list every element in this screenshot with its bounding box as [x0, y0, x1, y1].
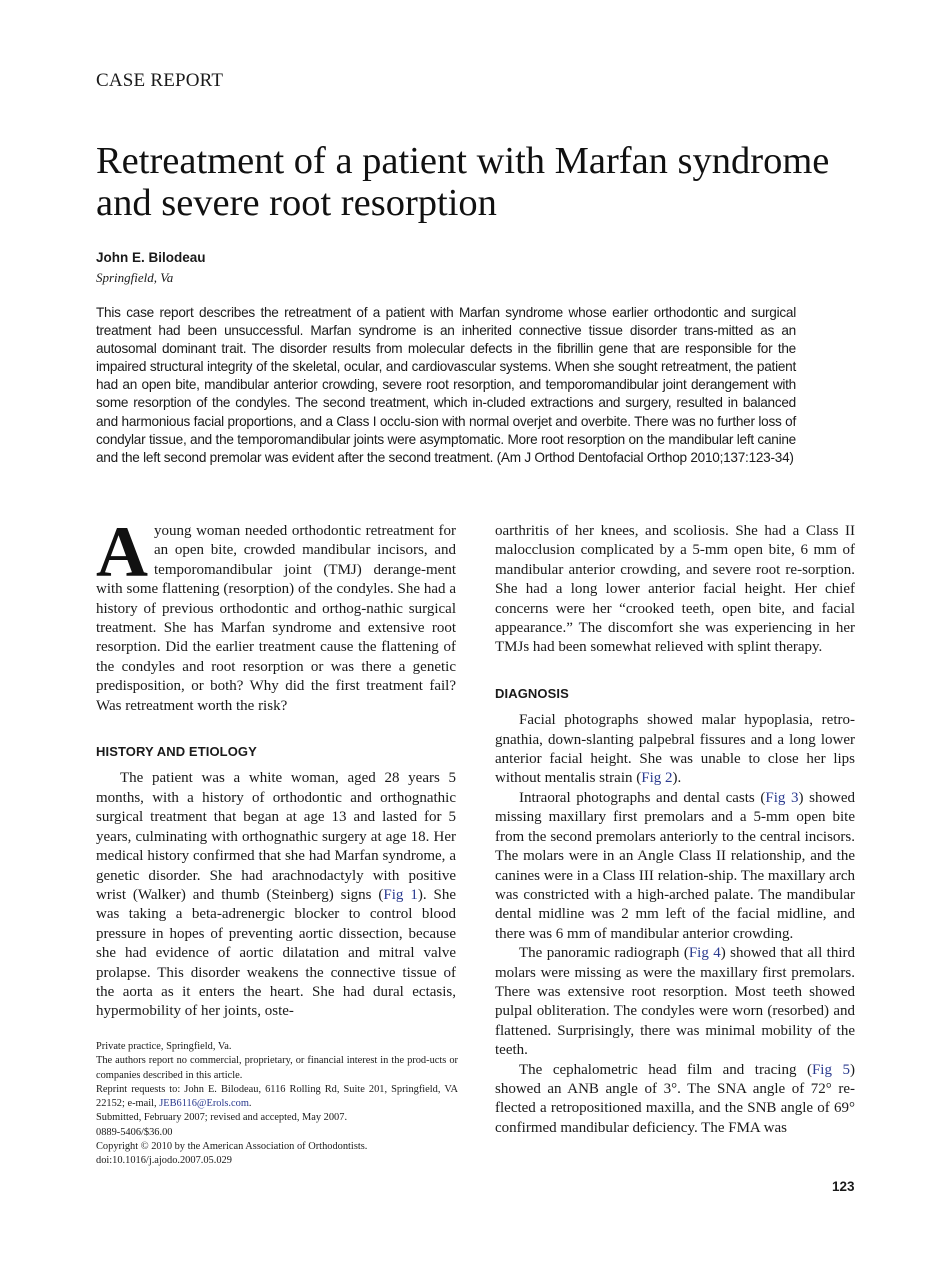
figure-link-fig3[interactable]: Fig 3	[765, 789, 799, 806]
paragraph-text: Facial photographs showed malar hypoplasia, retro-gnathia, down-slanting palpebral fissures and a long lower anterior facial height. She was unable to close her lips without mentalis strain (	[495, 712, 855, 787]
paragraph-text: The cephalometric head film and tracing (	[519, 1061, 812, 1078]
figure-link-fig1[interactable]: Fig 1	[383, 886, 418, 903]
section-heading-diagnosis: DIAGNOSIS	[495, 685, 569, 701]
paragraph-text: ) showed missing maxillary first premolars and a 5-mm open bite from the second premolars anteriorly to the central incisors. The molars were in an Angle Class II relationship, and the canines were in a Class III relation-ship. The maxillary arch was constricted with a high-arched palate. The mandibular dental midline was 2 mm left of the facial midline, and there was 6 mm of mandibular anterior crowding.	[495, 789, 855, 942]
abstract: This case report describes the retreatment of a patient with Marfan syndrome whose earlier orthodontic and surgical treatment had been unsuccessful. Marfan syndrome is an inherited connective tissue disorder trans-mitted as an autosomal dominant trait. The disorder results from molecular defects in the fibrillin gene that are responsible for the impaired structural integrity of the skeletal, ocular, and cardiovascular systems. When she sought retreatment, the patient had an open bite, mandibular anterior crowding, severe root resorption, and temporomandibular joint derangement with some resorption of the condyles. The second treatment, which in-cluded extractions and surgery, resulted in balanced and harmonious facial proportions, and a Class I occlu-sion with normal overjet and overbite. There was no further loss of condylar tissue, and the temporomandibular joints were asymptomatic. More root resorption on the mandibular left canine and the left second premolar was evident after the second treatment. (Am J Orthod Dentofacial Orthop 2010;137:123-34)	[96, 305, 796, 465]
footnote-reprint	[96, 1083, 458, 1112]
figure-link-fig4[interactable]: Fig 4	[688, 945, 721, 962]
drop-cap: A	[96, 512, 148, 592]
email-link[interactable]: JEB6116@Erols.com	[159, 1098, 249, 1110]
author-name: John E. Bilodeau	[96, 250, 206, 265]
paragraph-text: ). She was taking a beta-adrenergic blocker to control blood pressure in hopes of preventing aortic dissection, because she had evidence of aortic dilatation and mitral valve prolapse. This disorder weakens the connective tissue of the aorta as it enters the heart. She had dural ectasis, hypermobility of her joints, oste-	[96, 886, 456, 1020]
reprint-text-end: .	[248, 1098, 252, 1110]
paragraph-text: ) showed an ANB angle of 3°. The SNA angle of 72° re-flected a retropositioned maxilla, and the SNB angle of 69° confirmed mandibular deficiency. The FMA was	[495, 1061, 855, 1136]
footnote-issn: 0889-5406/$36.00	[96, 1126, 173, 1138]
footnote-copyright: Copyright © 2010 by the American Association of Orthodontists.	[96, 1141, 368, 1153]
figure-link-fig5[interactable]: Fig 5	[811, 1061, 850, 1078]
intro-text: young woman needed orthodontic retreatment for an open bite, crowded mandibular incisors, and temporomandibular joint (TMJ) derange-ment with some flattening (resorption) of the condyles. She had a history of previous orthodontic and orthog-nathic surgical treatment. She has Marfan syndrome and extensive root resorption. Did the earlier treatment cause the flattening of the condyles and root resorption or was there a genetic predisposition, or both? Why did the first treatment fail? Was retreatment worth the risk?	[96, 523, 456, 714]
diagnosis-paragraph-4	[495, 1061, 855, 1139]
left-column	[96, 512, 456, 1022]
article-title: Retreatment of a patient with Marfan syndrome and severe root resorption	[96, 140, 830, 224]
footnote-practice: Private practice, Springfield, Va.	[96, 1041, 232, 1052]
reprint-text: Reprint requests to: John E. Bilodeau, 6116 Rolling Rd, Suite 201, Springfield, VA 22152; e-mail,	[96, 1083, 458, 1110]
author-affiliation: Springfield, Va	[96, 270, 174, 285]
diagnosis-paragraph-2	[495, 789, 855, 944]
footnote-submitted: Submitted, February 2007; revised and accepted, May 2007.	[96, 1112, 348, 1124]
article-footnotes	[96, 1040, 458, 1169]
continued-paragraph: oarthritis of her knees, and scoliosis. She had a Class II malocclusion complicated by a 5-mm open bite, 6 mm of mandibular anterior crowding, and severe root re-sorption. She had a long lower anterior facial height. Her chief concerns were her “crooked teeth, open bite, and facial appearance.” The discomfort she was experiencing in her TMJs had been somewhat relieved with splint therapy.	[495, 523, 855, 656]
section-label: CASE REPORT	[96, 70, 224, 91]
paragraph-text: The patient was a white woman, aged 28 years 5 months, with a history of orthodontic and orthognathic surgical treatment that began at age 13 and lasted for 5 years, culminating with orthognathic surgery at age 18. Her medical history confirmed that she had Marfan syndrome, a genetic disorder. She had arachnodactyly with positive wrist (Walker) and thumb (Steinberg) signs (	[96, 770, 456, 903]
diagnosis-paragraph-1	[495, 711, 855, 789]
figure-link-fig2[interactable]: Fig 2	[641, 770, 673, 787]
intro-paragraph	[96, 512, 456, 716]
section-heading-history: HISTORY AND ETIOLOGY	[96, 744, 257, 760]
paragraph-text: Intraoral photographs and dental casts (	[519, 789, 766, 806]
page-number: 123	[832, 1179, 855, 1194]
footnote-disclosure: The authors report no commercial, proprietary, or financial interest in the prod-ucts or companies described in this article.	[96, 1055, 458, 1081]
history-paragraph	[96, 769, 456, 1021]
paragraph-text: ) showed that all third molars were missing as were the maxillary first premolars. There was extensive root resorption. Most teeth showed pulpal obliteration. The condyles were worn (resorbed) and flattened. Surprisingly, there was minimal mobility of the teeth.	[495, 945, 855, 1059]
right-column	[495, 522, 855, 1138]
diagnosis-paragraph-3	[495, 944, 855, 1060]
paragraph-text: The panoramic radiograph (	[519, 945, 689, 962]
footnote-doi: doi:10.1016/j.ajodo.2007.05.029	[96, 1155, 232, 1167]
paragraph-text: ).	[672, 770, 682, 787]
